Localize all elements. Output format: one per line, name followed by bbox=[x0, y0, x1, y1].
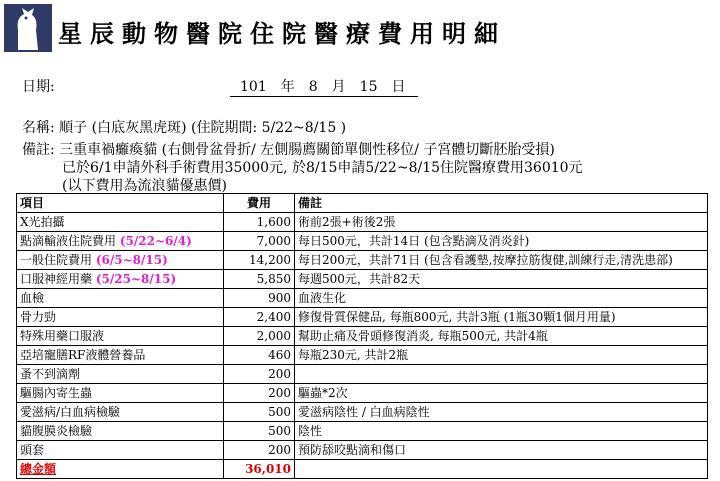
row-cost: 7,000 bbox=[224, 232, 295, 251]
notes-line-1: 備註: 三重車禍癱瘓貓 (右側骨盆骨折/ 左側腸薦關節單側性移位/ 子宮體切斷胚胎受損) bbox=[22, 142, 555, 158]
row-item-period: (5/22~6/4) bbox=[119, 233, 192, 248]
row-item: 蚤不到滴劑 bbox=[17, 365, 224, 384]
table-row bbox=[17, 441, 708, 460]
row-cost: 14,200 bbox=[224, 251, 295, 270]
table-row bbox=[17, 365, 708, 384]
row-item-period: (5/25~8/15) bbox=[95, 271, 177, 286]
row-item: 口服神經用藥 (5/25~8/15) bbox=[17, 270, 224, 289]
table-row bbox=[17, 270, 708, 289]
table-row bbox=[17, 346, 708, 365]
row-note: 血液生化 bbox=[295, 289, 708, 308]
row-note bbox=[295, 365, 708, 384]
row-note: 每瓶230元, 共計2瓶 bbox=[295, 346, 708, 365]
total-row bbox=[17, 460, 708, 479]
patient-name-line: 名稱: 順子 (白底灰黑虎斑) (住院期間: 5/22~8/15 ) bbox=[22, 120, 347, 136]
table-row bbox=[17, 384, 708, 403]
row-cost: 2,400 bbox=[224, 308, 295, 327]
date-day: 15 bbox=[359, 79, 378, 95]
row-cost: 2,000 bbox=[224, 327, 295, 346]
row-note: 預防舔咬點滴和傷口 bbox=[295, 441, 708, 460]
row-item: 驅腸內寄生蟲 bbox=[17, 384, 224, 403]
date-year-unit: 年 bbox=[280, 79, 295, 95]
row-item: 點滴輸液住院費用 (5/22~6/4) bbox=[17, 232, 224, 251]
row-note: 術前2張+術後2張 bbox=[295, 213, 708, 232]
date-label: 日期: bbox=[22, 79, 55, 95]
row-item: 愛滋病/白血病檢驗 bbox=[17, 403, 224, 422]
row-cost: 200 bbox=[224, 384, 295, 403]
table-row bbox=[17, 308, 708, 327]
date-year: 101 bbox=[240, 79, 267, 95]
header-note: 備註 bbox=[295, 194, 708, 213]
date-month-unit: 月 bbox=[331, 79, 346, 95]
header-item: 項目 bbox=[17, 194, 224, 213]
row-note: 每日200元，共計71日 (包含看護墊,按摩拉筋復健,訓練行走,清洗患部) bbox=[295, 251, 708, 270]
row-cost: 200 bbox=[224, 441, 295, 460]
row-item-period: (6/5~8/15) bbox=[95, 252, 168, 267]
row-cost: 5,850 bbox=[224, 270, 295, 289]
notes-line-2: 已於6/1申請外科手術費用35000元, 於8/15申請5/22~8/15住院醫療費用36010元 bbox=[62, 160, 583, 176]
table-row bbox=[17, 213, 708, 232]
row-cost: 200 bbox=[224, 365, 295, 384]
table-row bbox=[17, 327, 708, 346]
row-note: 愛滋病陰性 / 白血病陰性 bbox=[295, 403, 708, 422]
row-item: 血檢 bbox=[17, 289, 224, 308]
total-label: 總金額 bbox=[17, 460, 224, 479]
page-title: 星辰動物醫院住院醫療費用明細 bbox=[58, 19, 506, 48]
table-row bbox=[17, 403, 708, 422]
total-note bbox=[295, 460, 708, 479]
row-note: 修復骨質保健品, 每瓶800元, 共計3瓶 (1瓶30顆1個月用量) bbox=[295, 308, 708, 327]
row-item: 骨力勁 bbox=[17, 308, 224, 327]
row-item: 亞培寵膳RF液體營養品 bbox=[17, 346, 224, 365]
row-item: X光拍攝 bbox=[17, 213, 224, 232]
date-month: 8 bbox=[308, 79, 318, 95]
total-cost: 36,010 bbox=[224, 460, 295, 479]
row-note: 每週500元，共計82天 bbox=[295, 270, 708, 289]
clinic-logo-icon bbox=[4, 4, 52, 52]
row-item: 特殊用藥口服液 bbox=[17, 327, 224, 346]
row-note: 驅蟲*2次 bbox=[295, 384, 708, 403]
header-cost: 費用 bbox=[224, 194, 295, 213]
row-item: 一般住院費用 (6/5~8/15) bbox=[17, 251, 224, 270]
row-note: 幫助止痛及骨頭修復消炎, 每瓶500元, 共計4瓶 bbox=[295, 327, 708, 346]
row-cost: 500 bbox=[224, 403, 295, 422]
row-note: 陰性 bbox=[295, 422, 708, 441]
table-header-row bbox=[17, 194, 708, 213]
row-item: 頭套 bbox=[17, 441, 224, 460]
date-value bbox=[230, 76, 418, 97]
table-row bbox=[17, 232, 708, 251]
row-cost: 900 bbox=[224, 289, 295, 308]
fee-table bbox=[16, 193, 708, 479]
row-note: 每日500元，共計14日 (包含點滴及消炎針) bbox=[295, 232, 708, 251]
table-row bbox=[17, 251, 708, 270]
table-row bbox=[17, 422, 708, 441]
row-item: 貓腹膜炎檢驗 bbox=[17, 422, 224, 441]
row-cost: 1,600 bbox=[224, 213, 295, 232]
table-row bbox=[17, 289, 708, 308]
date-row bbox=[22, 76, 406, 96]
date-day-unit: 日 bbox=[391, 79, 406, 95]
row-cost: 500 bbox=[224, 422, 295, 441]
row-cost: 460 bbox=[224, 346, 295, 365]
notes-line-3: (以下費用為流浪貓優惠價) bbox=[62, 178, 227, 194]
